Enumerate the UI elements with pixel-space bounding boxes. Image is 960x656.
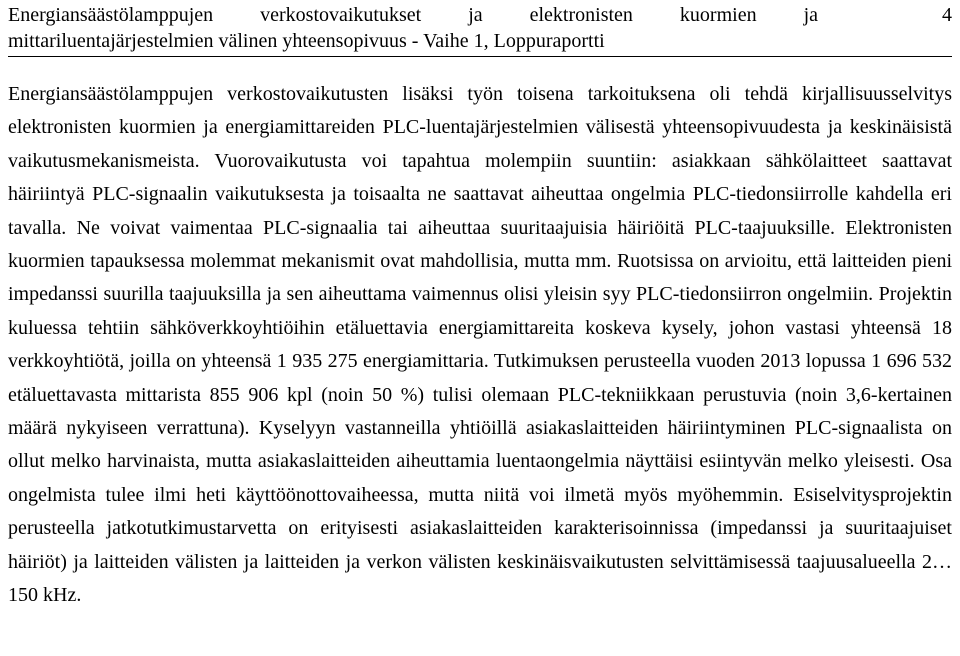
page-header: [8, 0, 952, 57]
body-text: [8, 78, 952, 613]
document-title-line-1: Energiansäästölamppujen verkostovaikutukset ja elektronisten kuormien ja: [8, 4, 818, 26]
body-paragraph: Energiansäästölamppujen verkostovaikutusten lisäksi työn toisena tarkoituksena oli tehdä kirjallisuusselvitys elektronisten kuormien ja energiamittareiden PLC-luentajärjestelmien välisestä yhteensopivuudesta ja keskinäisistä vaikutusmekanismeista. Vuorovaikutusta voi tapahtua molempiin suuntiin: asiakkaan sähkölaitteet saattavat häiriintyä PLC-signaalin vaikutuksesta ja toisaalta ne saattavat aiheuttaa ongelmia PLC-tiedonsiirrolle kahdella eri tavalla. Ne voivat vaimentaa PLC-signaalia tai aiheuttaa suuritaajuisia häiriöitä PLC-taajuuksille. Elektronisten kuormien tapauksessa molemmat mekanismit ovat mahdollisia, mutta mm. Ruotsissa on arvioitu, että laitteiden pieni impedanssi suurilla taajuuksilla ja sen aiheuttama vaimennus olisi yleisin syy PLC-tiedonsiirron ongelmiin. Projektin kuluessa tehtiin sähköverkkoyhtiöihin etäluettavia energiamittareita koskeva kysely, johon vastasi yhteensä 18 verkkoyhtiötä, joilla on yhteensä 1 935 275 energiamittaria. Tutkimuksen perusteella vuoden 2013 lopussa 1 696 532 etäluettavasta mittarista 855 906 kpl (noin 50 %) tulisi olemaan PLC-tekniikkaan perustuvia (noin 3,6-kertainen määrä nykyiseen verrattuna). Kyselyyn vastanneilla yhtiöillä asiakaslaitteiden häiriintyminen PLC-signaalista on ollut melko harvinaista, mutta asiakaslaitteiden aiheuttamia luentaongelmia näyttäisi esiintyvän melko yleisesti. Osa ongelmista tulee ilmi heti käyttöönottovaiheessa, mutta niitä voi ilmetä myös myöhemmin. Esiselvitysprojektin perusteella jatkotutkimustarvetta on erityisesti asiakaslaitteiden karakterisoinnissa (impedanssi ja suuritaajuiset häiriöt) ja laitteiden välisten ja laitteiden ja verkon välisten keskinäisvaikutusten selvittämisessä taajuusalueella 2…150 kHz.: [8, 83, 952, 607]
page-number: 4: [942, 4, 952, 26]
document-title-line-2: mittariluentajärjestelmien välinen yhteensopivuus - Vaihe 1, Loppuraportti: [8, 30, 605, 52]
document-title: [8, 2, 818, 54]
